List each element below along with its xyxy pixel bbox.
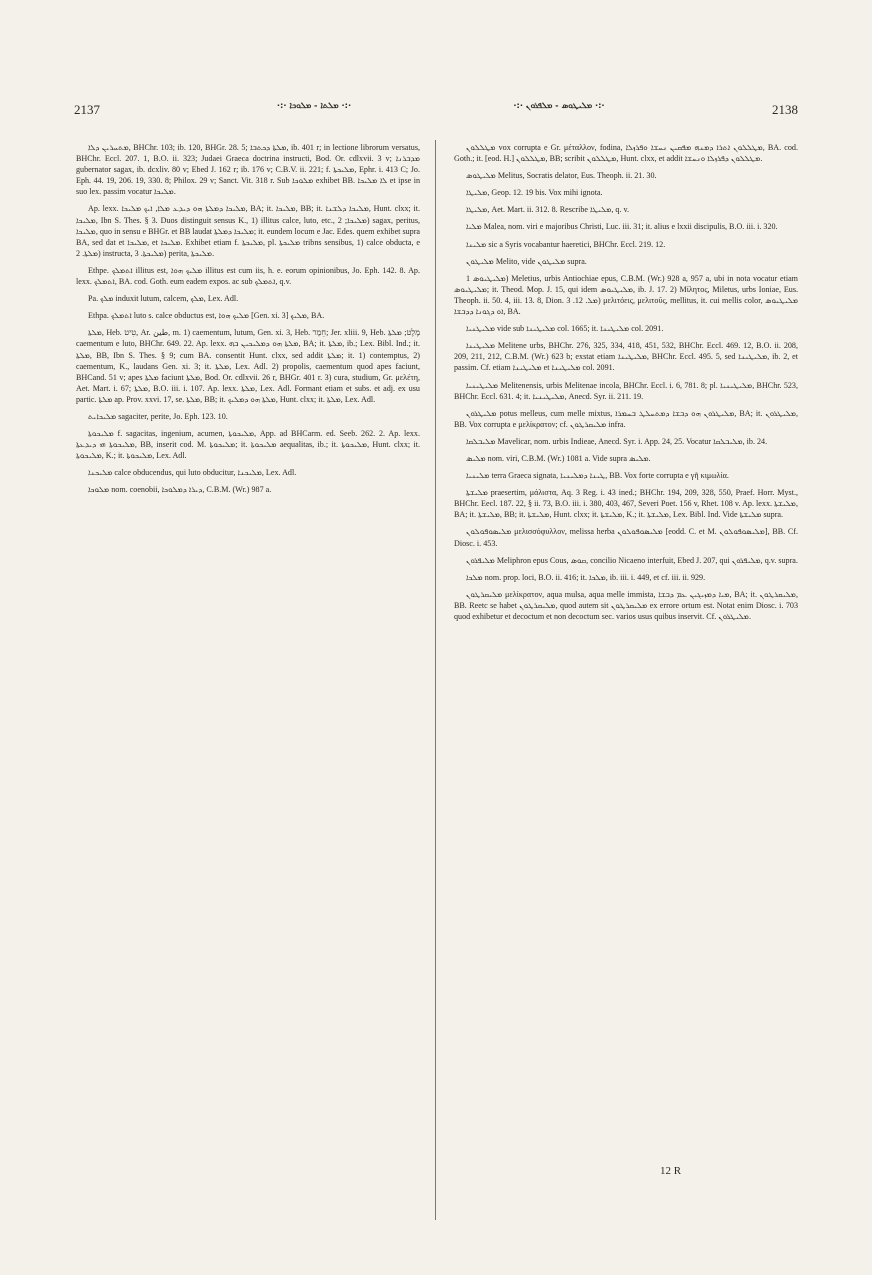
dictionary-entry: ܡܠܝܩܪܛܘܢ μελίκρατον, aqua mulsa, aqua melle immista, ܡܝܐ ܕܡܙܝܓܝܢ ܥܡ ܕܒܫܐ, BA; it. ܡܠܝܩܪܛܘܢ, BB. Reetc se habet ܡܠܝܩܪܛܘܢ, quod autem sit ܡܠܝܩܪܛܘܢ ex errore ortum est. Notat enim Diosc. i. 703 quod exhibetur et decoctum et non decoctum sec. varios usus quibus inservit. Cf. ܡܠܝܛܪܘܢ. [454,589,798,621]
dictionary-entry: ܡܠܝܢܐ sic a Syris vocabantur haeretici, BHChr. Eccl. 219. 12. [466,239,666,249]
dictionary-entry: ܡܛܠܠܘܢ vox corrupta e Gr. μέταλλον, fodina, ܡܛܠܠܘܢ ܐܬܪܐ ܕܡܢܗ ܡܦܩܝܢ ܢܚܫܐ ܘܦܪܙܠܐ, BA. cod. Goth.; it. [eod. H.] ܡܛܠܠܘܢ, BB; scribit ܡܛܠܠܘܢ, Hunt. clxx, et addit ܡܛܠܠܘܢ ܕܦܪܙܠܐ ܘܢܚܫܐ. [454,143,798,164]
page-header [74,100,798,122]
dictionary-entry: ܡܠܬܐ, Heb. טִיט, Ar. طين, m. 1) caementum, lutum, Gen. xi. 3, Heb. חֵמָר; Jer. xliii. 9, Heb. מֶלֶט; ܡܠܬܐ caementum e luto, BHChr. 649. 22. Ap. lexx. ܡܠܬܐ ܗܘ ܕܡܠܝܟܝܢ ܒܗ, BA; it. ܡܠܬܐ, ib.; Lex. Bibl. Ind.; it. ܡܠܬܐ, BB, Ibn S. Thes. § 9; cum BA. consentit Hunt. clxx, sed addit ܡܠܬܐ; it. 1) contemptus, 2) caementum, K., laudans Gen. xi. 3; it. ܡܠܬܐ, Lex. Adl. 2) propolis, caementum quod apes faciunt, BHCand. 51 v; apes ܡܠܬܐ faciunt ܡܠܬܐ, Bod. Or. cdlxvii. 26 r, BHGr. 401 r. 3) cura, studium, Gr. μελέτη, Aet. Mart. i. 67; ܡܠܬܐ, B.O. iii. i. 107. Ap. lexx. ܡܠܬܐ, Lex. Adl. Formant etiam et subs. et adj. ex usu partic. ܡܠܬܐ ap. Prov. xxvi. 17, se. ܡܠܬܐ, BB; it. ܡܠܬܐ ܗܘ ܕܡܠܝܟ, Hunt. clxx; it. ܡܠܬܐ, Lex. Adl. [76,328,420,404]
dictionary-entry: Pa. ܡܠܟ induxit lutum, calcem, ܡܠܟ, Lex. Adl. [88,294,239,304]
dictionary-entry: ܡܠܝܐ Malea, nom. viri e majoribus Christi, Luc. iii. 31; it. alius e lxxii discipulis, B.O. iii. i. 320. [466,222,778,232]
dictionary-entry: Ethpe. ܐܬܡܠܟ illitus est, ܡܠܝܟ ܗܘܐ illitus est cum iis, h. e. eorum opinionibus, Jo. Eph. 142. 8. Ap. lexx. ܐܬܡܠܟ, BA. cod. Goth. eum eadem expos. ac sub ܐܬܡܠܟ, q.v. [76,265,420,287]
running-head-right: ·:· ܡܠܝܛܘܣ - ܡܠܦܪܘܢ ·:· [513,100,605,110]
running-head-left: ·:· ܡܠܬܐ - ܡܠܘܟܐ ·:· [276,100,352,110]
dictionary-entry: ܡܠܝܛܘܣ Melitus, Socratis delator, Eus. Theoph. ii. 21. 30. [466,171,657,181]
dictionary-entry: Ethpa. ܐܬܡܠܟ luto s. calce obductus est, ܡܠܝܟ ܗܘܐ [Gen. xi. 3] ܡܠܝܟ, BA. [88,311,325,321]
dictionary-entry: ܡܬܚܪܝܢ ܕܠܐ, BHChr. 103; ib. 120, BHGr. 28. 5; ܡܠܬܐ ܕܟܬܒܐ, ib. 401 r; in lectione librorum versatus, BHChr. Eccl. 207. 1, B.O. ii. 323; Judaei Graeca doctrina instructi, Bod. Or. cdlxvii. 3 v; ܡܕܒܪܢܐ gubernator sagax, ib. dcxliv. 80 v; Ebed J. 162 r; ib. 176 v; C.B.V. ii. 221; f. ܡܠܝܟܬܐ, Ephr. i. 413 C; Jo. Eph. 44. 19, 206. 19, 330. 8; Philox. 29 v; Sanct. Vit. 318 r. Sub ܡܠܘܟܐ exhibet BB. ܠܐ ܡܠܝܟܐ et ipse in suo lex. passim vocatur ܡܠܝܟܐ. [76,143,420,197]
dictionary-entry: ܡܠܝܫܬܐ praesertim, μάλιστα, Aq. 3 Reg. i. 43 ined.; BHChr. 194, 209, 328, 550, Praef. Horr. Myst., BHChr. Eecl. 187. 22, § ii. 73, B.O. iii. i. 380, 403, 467, Severi Poet. 156 v, Rhet. 108 v. Ap. lexx. ܡܠܝܫܬܐ, BA; it. ܡܠܝܫܬܐ, BB; it. ܡܠܝܫܬܐ, Hunt. clxx; it. ܡܠܝܫܬܐ, K.; it. ܡܠܝܫܬܐ, Lex. Bibl. Ind. Vide ܡܠܝܫܬܐ supra. [454,488,798,520]
dictionary-entry: ܡܠܝܛܝܢܝܐ Melitenensis, urbis Melitenae incola, BHChr. Eccl. i. 6, 781. 8; pl. ܡܠܝܛܝܢܝܐ, BHChr. 523, BHChr. Eccl. 631. 4; it. ܡܠܝܛܝܢܝܐ, Anecd. Syr. ii. 211. 19. [454,380,798,401]
dictionary-entry: ܡܠܝܛܢܝܐ vide sub ܡܠܝܛܝܢܐ col. 1665; it. ܡܠܝܛܝܢܐ col. 2091. [466,324,664,334]
dictionary-entry: ܡܠܝܦܪܘܢ Meliphron epus Cous, ܩܘܣ, concilio Nicaeno interfuit, Ebed J. 207, qui ܡܠܝܦܪܘܢ, q.v. supra. [466,555,798,565]
dictionary-entry: ܡܠܝܛܘܢ Melito, vide ܡܠܝܛܘܢ supra. [466,256,587,266]
dictionary-entry: ܡܠܝܛܝܢܐ Melitene urbs, BHChr. 276, 325, 334, 418, 451, 532, BHChr. Eccl. 469. 12, B.O. ii. 208, 209, 211, 212, C.B.M. (Wr.) 623 b; exstat etiam ܡܠܝܛܝܢܐ, BHChr. Eccl. 495. 5, sed ܡܠܝܛܝܢܐ, ib. 2, et passim. Cf. etiam ܡܠܝܛܝܢܐ et ܡܠܝܛܝܢܐ col. 2091. [454,341,798,373]
dictionary-entry: ܡܠܝܢܝܐ terra Graeca signata, ܛܝܢܐ ܕܡܠܝܢܝܐ, BB. Vox forte corrupta e γῆ κιμωλία. [466,471,729,481]
dictionary-entry: ܡܠܝܛܝܘܣ 1) Meletius, urbis Antiochiae epus, C.B.M. (Wr.) 928 a, 957 a, ubi in nota vocatur etiam ܡܠܝܛܝܘܣ; it. Theod. Mop. J. 15, qui idem ܡܠܝܛܝܘܣ, ib. J. 17. 2) Μίλητος, Miletus, urbs Ioniae, Eus. Theoph. ii. 50. 4, iii. 13. 8, Dion. ܡܠ. 12. 3) μελιτόεις, μελιτοῦς, mellitus, it. cui mellis color, ܡܠܝܛܝܘܣ ܐܘ ܕܓܘܢܐ ܕܕܒܫܐ, BA. [454,273,798,317]
signature-mark: 12 R [660,1165,682,1177]
dictionary-entry: ܡܠܝܛܪܘܢ potus melleus, cum melle mixtus, ܡܠܝܛܪܘܢ ܗܘ ܕܒܫܐ ܕܡܬܚܠܛ ܒܚܡܪܐ, BA; it. ܡܠܝܛܪܘܢ, BB. Vox corrupta e μελίκρατον; cf. ܡܠܝܩܪܛܘܢ infra. [454,408,798,429]
dictionary-entry: ܡܠܝܟܢܐ calce obducendus, qui luto obducitur, ܡܠܝܟܢܐ, Lex. Adl. [88,468,297,478]
dictionary-entry: ܡܠܝܛܐ, Aet. Mart. ii. 312. 8. Rescribe ܡܠܝܛܐ, q. v. [466,205,630,215]
dictionary-entry: ܡܠܝܟܐܝܬ sagaciter, perite, Jo. Eph. 123. 10. [88,411,228,421]
right-column [454,142,798,1162]
page-number-left: 2137 [74,102,100,117]
dictionary-entry: ܡܠܟܐ nom. prop. loci, B.O. ii. 416; it. ܡܠܟܐ, ib. iii. i. 449, et cf. iii. ii. 929. [466,572,706,582]
left-column [76,142,420,1222]
dictionary-entry: ܡܠܝܛܐ, Geop. 12. 19 bis. Vox mihi ignota. [466,188,603,198]
page-number-right: 2138 [772,102,798,117]
dictionary-entry: Ap. lexx. ܡܠܝܟܐ ܕܡܠܬܐ ܗܘ ܕܝܕܥ ܡܠܐ, ܐܝܟ ܡܠܝܟܐ, BA; it. ܡܠܝܟܐ, BB; it. ܡܠܝܟܐ ܕܠܫܢܐ, Hunt. clxx; it. ܡܠܝܟܐ, Ibn S. Thes. § 3. Duos distinguit sensus K., 1) illitus calce, luto, etc., ܡܠܝܟܐ; 2) sagax, peritus, ܡܠܝܟܐ, quo in sensu e BHGr. et BB laudat ܡܠܝܟܐ ܕܡܠܬܐ; it. eundem locum e Jac. Edes. quem exhibet supra BA, sed dat et ܡܠܝܟܐ, et ܡܠܝܟܐ. Exhibet etiam f. ܡܠܝܟܬܐ, pl. ܡܠܝܟܬܐ tribns sensibus, 1) calce obducta, e ܡܠܬܐ. 2) instructa, ܡܠܝܟܬܐ. 3) perita, ܡܠܝܟܬܐ. [76,204,420,258]
dictionary-entry: ܡܠܝܣ nom. viri, C.B.M. (Wr.) 1081 a. Vide supra ܡܠܝܣ. [466,453,651,463]
dictionary-entry: ܡܠܘܟܐ nom. coenobii, ܕܝܪܐ ܕܡܠܘܟܐ, C.B.M. (Wr.) 987 a. [88,485,272,495]
dictionary-entry: ܡܠܝܟܘܬܐ f. sagacitas, ingenium, acumen, ܡܠܝܟܘܬܐ, App. ad BHCarm. ed. Seeb. 262. 2. Ap. lexx. ܡܠܝܟܘܬܐ ܗܝ ܕܝܕܥܬܐ, BB, inserit cod. M. ܡܠܝܟܘܬܐ; it. ܡܠܝܟܘܬܐ aequalitas, ib.; it. ܡܠܝܟܘܬܐ, Hunt. clxx; it. ܡܠܝܟܘܬܐ, K.; it. ܡܠܝܟܘܬܐ, Lex. Adl. [76,429,420,461]
dictionary-entry: ܡܠܝܒܠܩܐ Mavelicar, nom. urbis Indieae, Anecd. Syr. i. App. 24, 25. Vocatur ܡܠܝܒܠܩܐ, ib. 24. [466,436,768,446]
dictionary-entry: ܡܠܝܣܘܦܘܠܘܢ μελισσόφυλλον, melissa herba ܡܠܝܣܘܦܘܠܘܢ [eodd. C. et M. ܡܠܝܣܘܦܘܠܘܢ], BB. Cf. Diosc. i. 453. [454,527,798,548]
column-divider [435,140,436,1220]
